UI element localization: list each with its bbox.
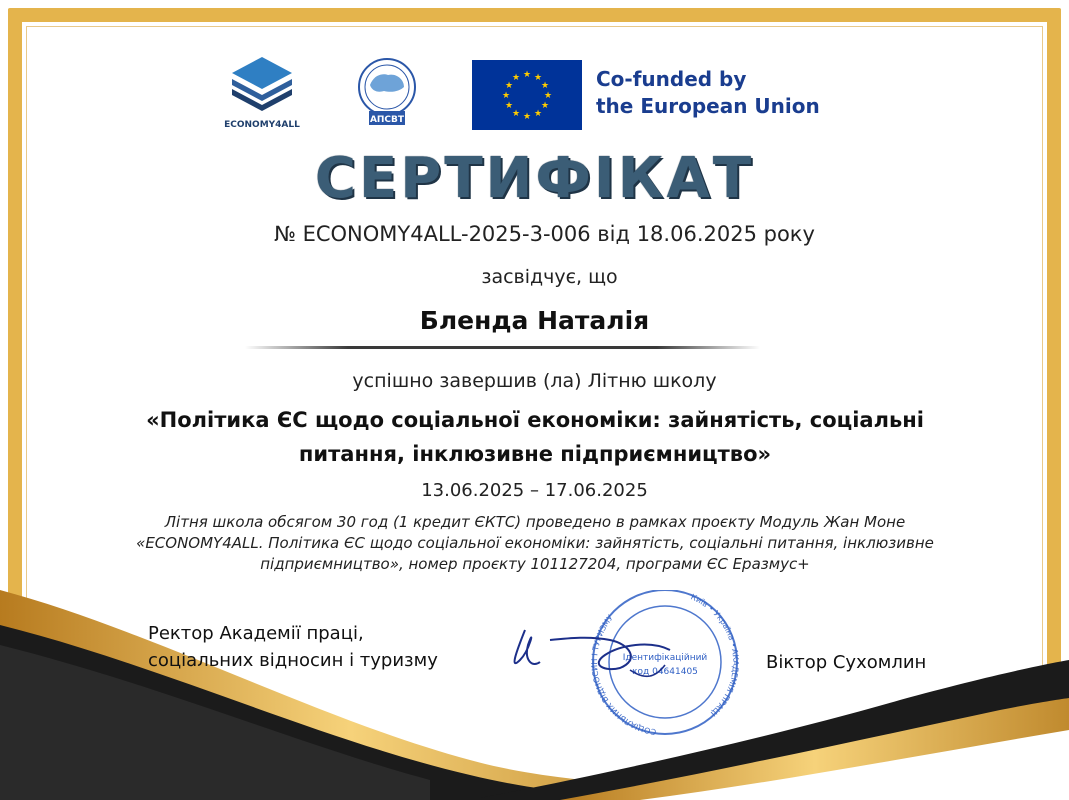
certifies-text: засвідчує, що <box>481 266 618 288</box>
svg-text:★: ★ <box>533 109 543 119</box>
seal-ring-top: Київ • Україна • <box>689 592 739 649</box>
academy-logo <box>352 55 422 133</box>
seal-center-label: Ідентифікаційний <box>622 653 708 663</box>
completion-text: успішно завершив (ла) Літню школу <box>352 370 717 392</box>
certificate-number: № ECONOMY4ALL-2025-3-006 від 18.06.2025 року <box>274 222 815 246</box>
signer-position-line1: Ректор Академії праці, <box>148 623 364 644</box>
seal-ring-bottom: СОЦІАЛЬНИХ ВІДНОСИН І ТУРИЗМУ <box>590 613 657 737</box>
economy4all-logo <box>218 55 306 133</box>
handwritten-signature <box>480 610 710 720</box>
signer-position <box>148 620 438 674</box>
course-dates: 13.06.2025 – 17.06.2025 <box>421 480 648 501</box>
svg-text:★: ★ <box>522 70 532 80</box>
economy4all-logo-text: ECONOMY4ALL <box>224 120 300 130</box>
eu-cofunded-label <box>596 66 856 120</box>
course-title-line1: «Політика ЄС щодо соціальної економіки: зайнятість, соціальні <box>146 408 924 432</box>
svg-text:★: ★ <box>543 91 553 101</box>
signer-position-line2: соціальних відносин і туризму <box>148 650 438 671</box>
seal-ring-right: АКАДЕМІЯ ПРАЦІ <box>708 648 741 719</box>
recipient-name: Бленда Наталія <box>419 306 650 335</box>
signer-name: Віктор Сухомлин <box>766 652 927 673</box>
eu-flag <box>472 60 582 130</box>
svg-text:★: ★ <box>511 109 521 119</box>
certificate-title: СЕРТИФІКАТ <box>314 146 755 211</box>
details-line1: Літня школа обсягом 30 год (1 кредит ЄКТС) проведено в рамках проєкту Модуль Жан Моне <box>164 513 906 531</box>
svg-text:★: ★ <box>533 73 543 83</box>
details-line3: підприємництво», номер проєкту 101127204, програми ЄС Еразмус+ <box>260 555 810 573</box>
seal-center-code: код 04641405 <box>632 667 698 677</box>
name-underline <box>245 346 760 349</box>
course-details <box>60 512 1010 575</box>
academy-logo-text: АПСВТ <box>369 115 405 125</box>
svg-text:★: ★ <box>522 112 532 122</box>
svg-text:АКАДЕМІЯ ПРАЦІ <box>709 648 740 718</box>
eu-label-line1: Co-funded by <box>596 67 747 91</box>
svg-text:★: ★ <box>511 73 521 83</box>
svg-text:★: ★ <box>501 91 511 101</box>
svg-text:★: ★ <box>504 81 514 91</box>
course-title <box>95 403 975 471</box>
svg-text:★: ★ <box>540 101 550 111</box>
svg-text:★: ★ <box>504 101 514 111</box>
details-line2: «ECONOMY4ALL. Політика ЄС щодо соціальної економіки: зайнятість, соціальні питання, інклюзивне <box>136 534 934 552</box>
svg-text:★: ★ <box>540 81 550 91</box>
eu-label-line2: the European Union <box>596 94 820 118</box>
course-title-line2: питання, інклюзивне підприємництво» <box>298 442 772 466</box>
